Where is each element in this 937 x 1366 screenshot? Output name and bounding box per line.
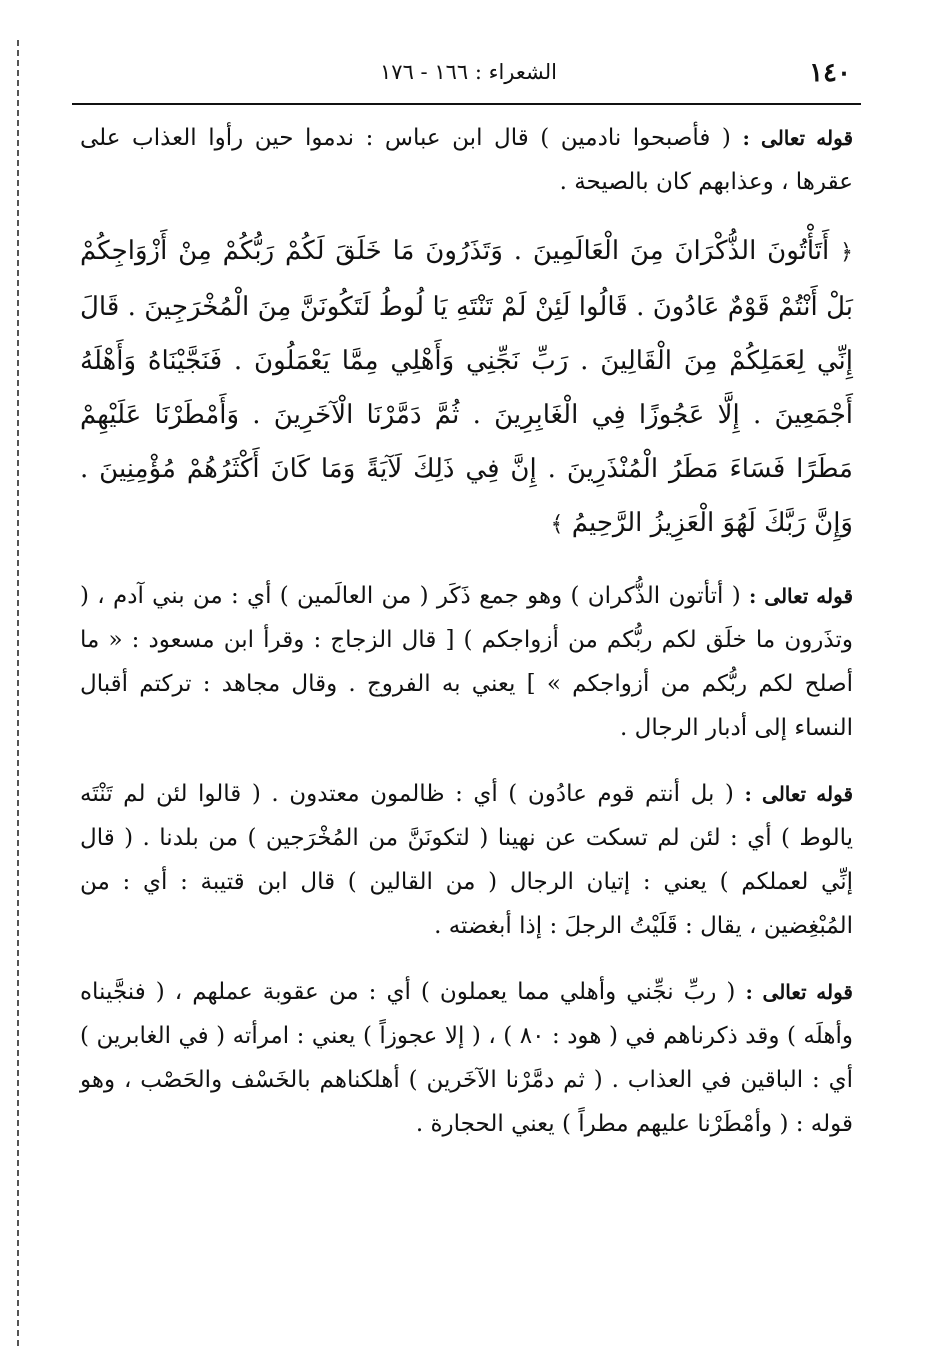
verse-open-bracket: ﴿ (840, 240, 854, 265)
running-head: الشعراء : ١٦٦ - ١٧٦ (380, 60, 557, 84)
commentary-paragraph-4 (80, 970, 853, 1146)
paragraph-label: قوله تعالى : (744, 782, 854, 806)
paragraph-text: ( فأصبحوا نادمين ) قال ابن عباس : ندموا حين رأوا العذاب على عقرها ، وعذابهم كان بالصيحة . (80, 125, 853, 195)
page-header (86, 58, 851, 88)
commentary-paragraph-3 (80, 772, 853, 948)
margin-dashed-line (17, 40, 19, 1346)
paragraph-text: ( بل أنتم قوم عادُون ) أي : ظالمون معتدون . ( قالوا لئن لم تَنْتَه يالوط ) أي : لئن لم تسكت عن نهينا ( لتكونَنَّ من المُخْرَجين ) من بلدنا . ( قال إنِّي لعملكم ) يعني : إتيان الرجال ( من القالين ) قال ابن قتيبة : أي : من المُبْغِضين ، يقال : قَلَيْتُ الرجلَ : إذا أبغضته . (80, 781, 853, 939)
paragraph-label: قوله تعالى : (745, 980, 853, 1004)
page-number: ١٤٠ (809, 58, 851, 88)
header-rule (72, 103, 861, 105)
quran-verse-block (80, 224, 853, 552)
page-body (80, 116, 853, 1146)
paragraph-text: ( أتأتون الذُّكران ) وهو جمع ذَكَر ( من العالَمين ) أي : من بني آدم ، ( وتذَرون ما خلَق لكم ربُّكم من أزواجكم ) [ قال الزجاج : وقرأ ابن مسعود : « ما أصلح لكم ربُّكم من أزواجكم » ] يعني به الفروج . وقال مجاهد : تركتم أقبال النساء إلى أدبار الرجال . (80, 583, 853, 741)
commentary-paragraph-2 (80, 574, 853, 750)
commentary-paragraph-1 (80, 116, 853, 204)
paragraph-label: قوله تعالى : (742, 126, 854, 150)
verse-text: أَتَأْتُونَ الذُّكْرَانَ مِنَ الْعَالَمِينَ . وَتَذَرُونَ مَا خَلَقَ لَكُمْ رَبُّكُمْ مِنْ أَزْوَاجِكُمْ بَلْ أَنْتُمْ قَوْمٌ عَادُونَ . قَالُوا لَئِنْ لَمْ تَنْتَهِ يَا لُوطُ لَتَكُونَنَّ مِنَ الْمُخْرَجِينَ . قَالَ إِنِّي لِعَمَلِكُمْ مِنَ الْقَالِينَ . رَبِّ نَجِّنِي وَأَهْلِي مِمَّا يَعْمَلُونَ . فَنَجَّيْنَاهُ وَأَهْلَهُ أَجْمَعِينَ . إِلَّا عَجُوزًا فِي الْغَابِرِينَ . ثُمَّ دَمَّرْنَا الْآخَرِينَ . وَأَمْطَرْنَا عَلَيْهِمْ مَطَرًا فَسَاءَ مَطَرُ الْمُنْذَرِينَ . إِنَّ فِي ذَلِكَ لَآيَةً وَمَا كَانَ أَكْثَرُهُمْ مُؤْمِنِينَ . وَإِنَّ رَبَّكَ لَهُوَ الْعَزِيزُ الرَّحِيمُ (80, 236, 853, 538)
verse-close-bracket: ﴾ (550, 512, 564, 537)
paragraph-text: ( ربِّ نجِّني وأهلي مما يعملون ) أي : من عقوبة عملهم ، ( فنجَّيناه وأهلَه ) وقد ذكرناهم في ( هود : ٨٠ ) ، ( إلا عجوزاً ) يعني : امرأته ( في الغابرين ) أي : الباقين في العذاب . ( ثم دمَّرْنا الآخَرين ) أهلكناهم بالخَسْف والحَصْب ، وهو قوله : ( وأمْطَرْنا عليهم مطراً ) يعني الحجارة . (80, 979, 853, 1137)
paragraph-label: قوله تعالى : (748, 584, 854, 608)
